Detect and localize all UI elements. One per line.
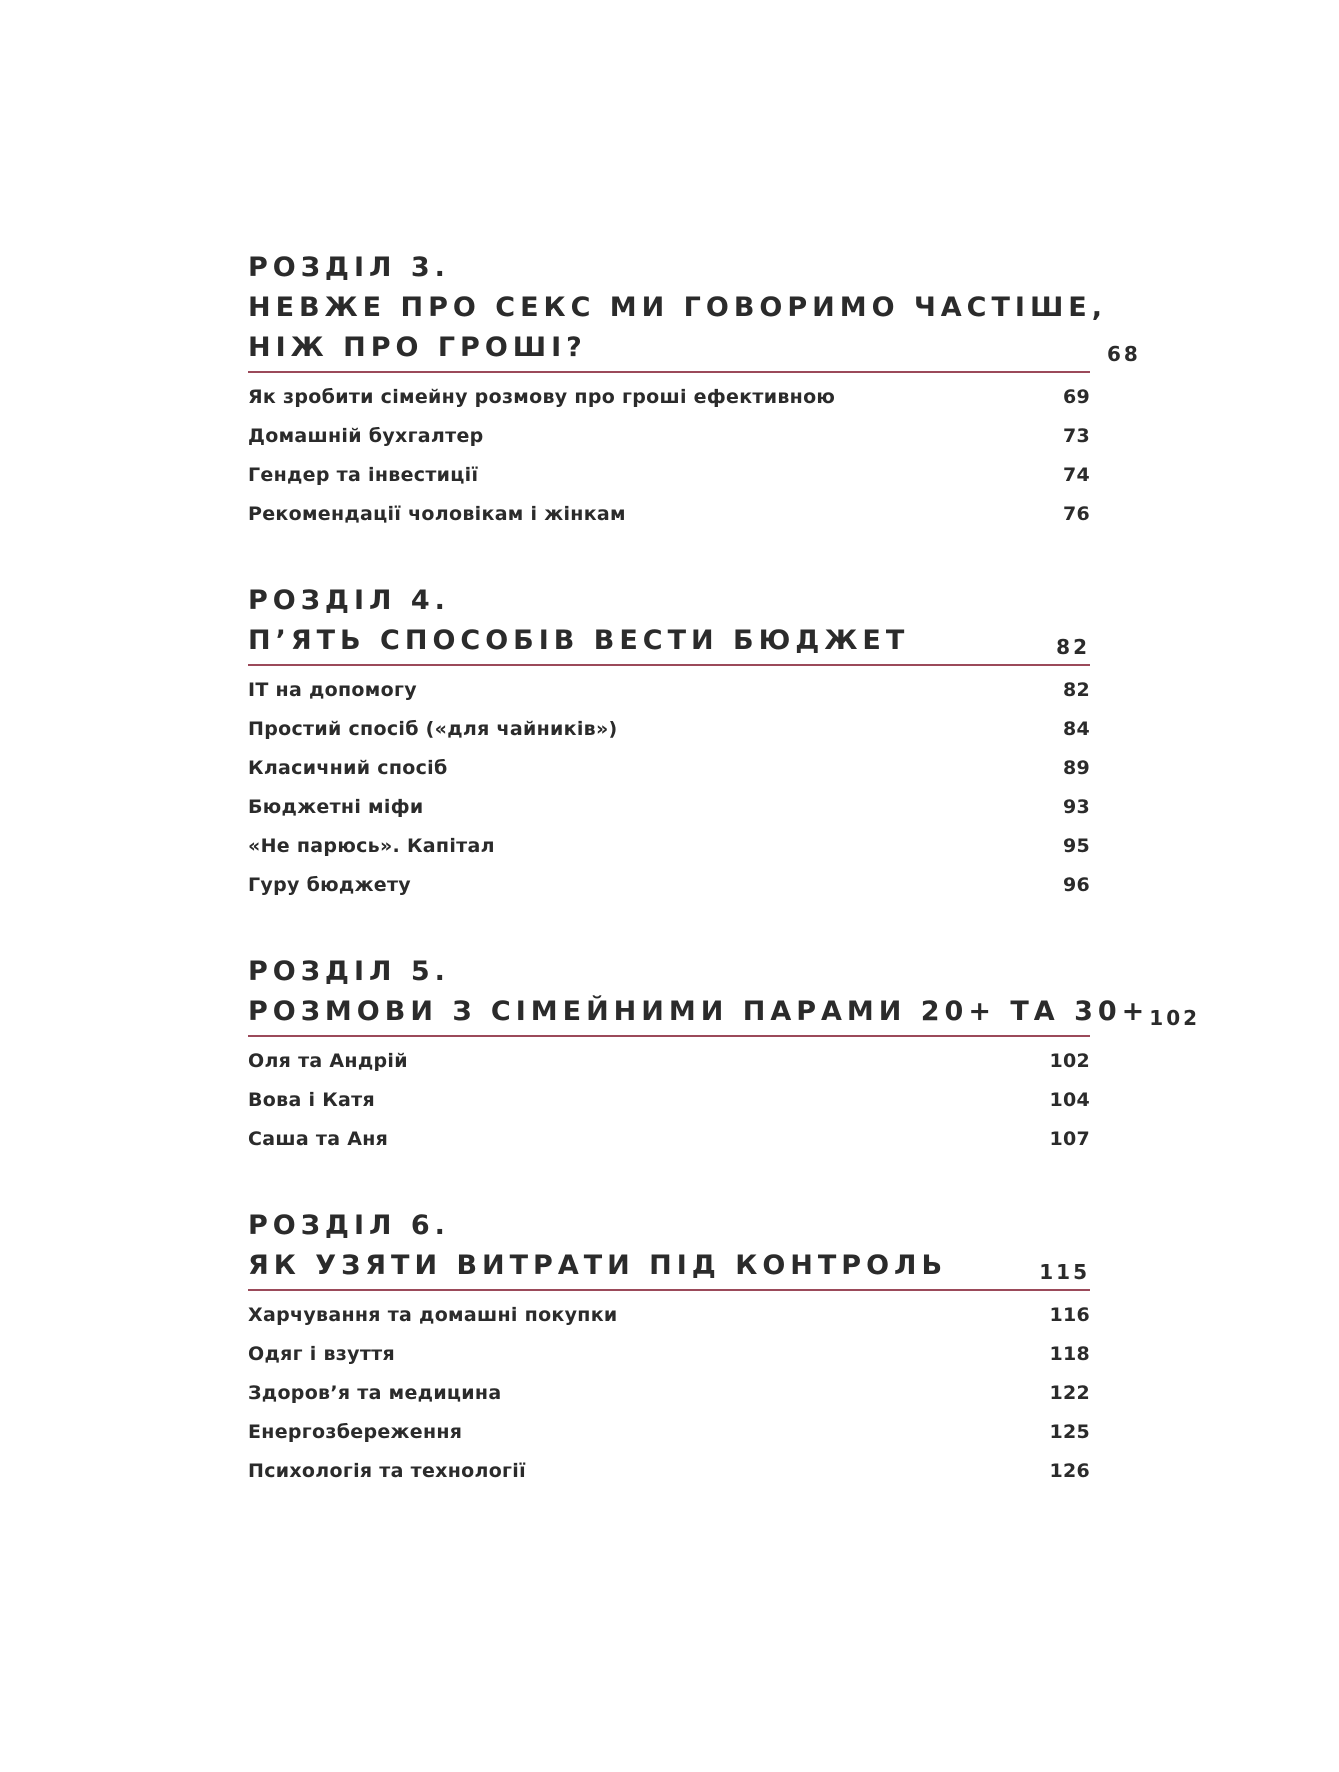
entry-title: Енергозбереження (248, 1420, 463, 1443)
chapter-title (248, 1246, 947, 1286)
chapter-label: РОЗДІЛ 4. (248, 585, 450, 616)
entry-title: Гуру бюджету (248, 873, 411, 896)
entry-title: Простий спосіб («для чайників») (248, 717, 618, 740)
entry-page-number: 74 (1062, 463, 1090, 486)
entry-title: Вова і Катя (248, 1088, 375, 1111)
entry-page-number: 69 (1062, 385, 1090, 408)
entry-page-number: 93 (1062, 795, 1090, 818)
toc-entry[interactable] (248, 1080, 1090, 1119)
chapter-page-number: 102 (1149, 1006, 1201, 1030)
toc-entry[interactable] (248, 1295, 1090, 1334)
entry-page-number: 95 (1062, 834, 1090, 857)
toc-entry[interactable] (248, 494, 1090, 533)
toc-entry[interactable] (248, 1119, 1090, 1158)
entry-title: «Не парюсь». Капітал (248, 834, 495, 857)
chapter-4 (248, 581, 1090, 904)
chapter-label: РОЗДІЛ 6. (248, 1210, 450, 1241)
entry-page-number: 102 (1049, 1049, 1090, 1072)
toc-entry[interactable] (248, 865, 1090, 904)
toc-entry[interactable] (248, 377, 1090, 416)
entry-page-number: 122 (1049, 1381, 1090, 1404)
entry-page-number: 89 (1062, 756, 1090, 779)
toc-entry[interactable] (248, 709, 1090, 748)
toc-entry[interactable] (248, 787, 1090, 826)
chapter-title-row (248, 621, 1090, 666)
chapter-title-line: ЯК УЗЯТИ ВИТРАТИ ПІД КОНТРОЛЬ (248, 1250, 948, 1281)
chapter-label: РОЗДІЛ 5. (248, 956, 450, 987)
toc-entry[interactable] (248, 1334, 1090, 1373)
chapter-title-line: НІЖ ПРО ГРОШІ? (248, 332, 587, 363)
chapter-3 (248, 248, 1141, 533)
chapter-5 (248, 952, 1201, 1158)
chapter-title-row (248, 1246, 1090, 1291)
entry-page-number: 96 (1062, 873, 1090, 896)
entry-title: Оля та Андрій (248, 1049, 408, 1072)
chapter-6 (248, 1206, 1090, 1490)
entry-title: Психологія та технології (248, 1459, 526, 1482)
entry-title: ІТ на допомогу (248, 678, 417, 701)
chapter-title-line: РОЗМОВИ З СІМЕЙНИМИ ПАРАМИ 20+ ТА 30+ (248, 996, 1150, 1027)
entry-title: Домашній бухгалтер (248, 424, 484, 447)
chapter-title (248, 621, 909, 661)
entry-page-number: 82 (1062, 678, 1090, 701)
entry-title: Як зробити сімейну розмову про гроші ефективною (248, 385, 836, 408)
toc-entry[interactable] (248, 748, 1090, 787)
entry-title: Гендер та інвестиції (248, 463, 479, 486)
toc-entry[interactable] (248, 1412, 1090, 1451)
toc-entry[interactable] (248, 1041, 1090, 1080)
chapter-title-line: НЕВЖЕ ПРО СЕКС МИ ГОВОРИМО ЧАСТІШЕ, (248, 292, 1108, 323)
chapter-title (248, 288, 1107, 368)
toc-entry[interactable] (248, 670, 1090, 709)
chapter-title-row (248, 288, 1141, 373)
entry-title: Здоров’я та медицина (248, 1381, 502, 1404)
entry-page-number: 76 (1062, 502, 1090, 525)
entry-page-number: 104 (1049, 1088, 1090, 1111)
entry-page-number: 73 (1062, 424, 1090, 447)
toc-entry[interactable] (248, 1373, 1090, 1412)
chapter-page-number: 68 (1107, 342, 1141, 366)
entry-title: Одяг і взуття (248, 1342, 395, 1365)
chapter-title-line: П’ЯТЬ СПОСОБІВ ВЕСТИ БЮДЖЕТ (248, 625, 910, 656)
chapter-title-row (248, 992, 1201, 1037)
entry-title: Рекомендації чоловікам і жінкам (248, 502, 626, 525)
chapter-label: РОЗДІЛ 3. (248, 252, 450, 283)
entry-title: Бюджетні міфи (248, 795, 424, 818)
table-of-contents (248, 248, 1201, 1538)
entry-title: Класичний спосіб (248, 756, 448, 779)
chapter-title (248, 992, 1149, 1032)
entry-page-number: 118 (1049, 1342, 1090, 1365)
chapter-page-number: 82 (1056, 635, 1090, 659)
entry-title: Саша та Аня (248, 1127, 389, 1150)
toc-entry[interactable] (248, 455, 1090, 494)
chapter-page-number: 115 (1039, 1260, 1090, 1284)
entry-page-number: 126 (1049, 1459, 1090, 1482)
toc-entry[interactable] (248, 416, 1090, 455)
entry-page-number: 84 (1062, 717, 1090, 740)
entry-page-number: 125 (1049, 1420, 1090, 1443)
entry-page-number: 116 (1049, 1303, 1090, 1326)
toc-entry[interactable] (248, 1451, 1090, 1490)
toc-entry[interactable] (248, 826, 1090, 865)
entry-page-number: 107 (1049, 1127, 1090, 1150)
entry-title: Харчування та домашні покупки (248, 1303, 618, 1326)
